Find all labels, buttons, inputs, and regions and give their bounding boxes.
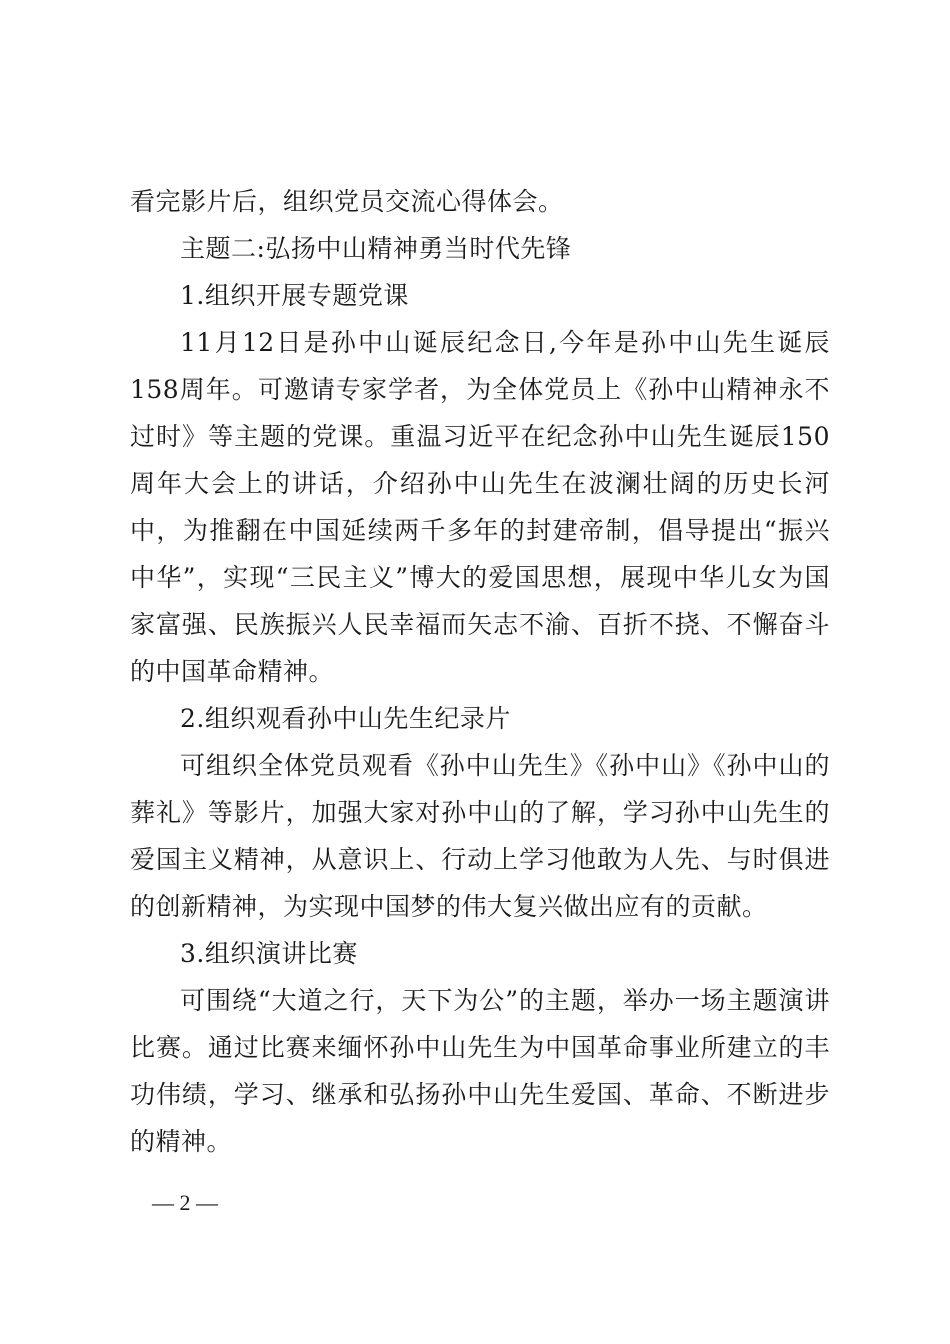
subheading-documentary: 2.组织观看孙中山先生纪录片 (180, 704, 511, 733)
section-heading-theme-two: 主题二:弘扬中山精神勇当时代先锋 (180, 234, 572, 263)
paragraph-speech-contest: 可围绕“大道之行，天下为公”的主题，举办一场主题演讲比赛。通过比赛来缅怀孙中山先生为中国革命事业所建立的丰功伟绩，学习、继承和弘扬孙中山先生爱国、革命、不断进步的精神。 (130, 986, 830, 1156)
subheading-party-lecture: 1.组织开展专题党课 (180, 281, 409, 310)
paragraph-party-lecture: 11月12日是孙中山诞辰纪念日,今年是孙中山先生诞辰158周年。可邀请专家学者，为全体党员上《孙中山精神永不过时》等主题的党课。重温习近平在纪念孙中山先生诞辰150周年大会上的讲话，介绍孙中山先生在波澜壮阔的历史长河中，为推翻在中国延续两千多年的封建帝制，倡导提出“振兴中华”，实现“三民主义”博大的爱国思想，展现中华儿女为国家富强、民族振兴人民幸福而矢志不渝、百折不挠、不懈奋斗的中国革命精神。 (130, 328, 830, 686)
paragraph-intro-end: 看完影片后，组织党员交流心得体会。 (130, 187, 564, 216)
subheading-speech-contest: 3.组织演讲比赛 (180, 939, 358, 968)
page-number: — 2 — (152, 1190, 218, 1215)
document-body (130, 178, 830, 1165)
paragraph-documentary: 可组织全体党员观看《孙中山先生》《孙中山》《孙中山的葬礼》等影片，加强大家对孙中山的了解，学习孙中山先生的爱国主义精神，从意识上、行动上学习他敢为人先、与时俱进的创新精神，为实现中国梦的伟大复兴做出应有的贡献。 (130, 751, 830, 921)
